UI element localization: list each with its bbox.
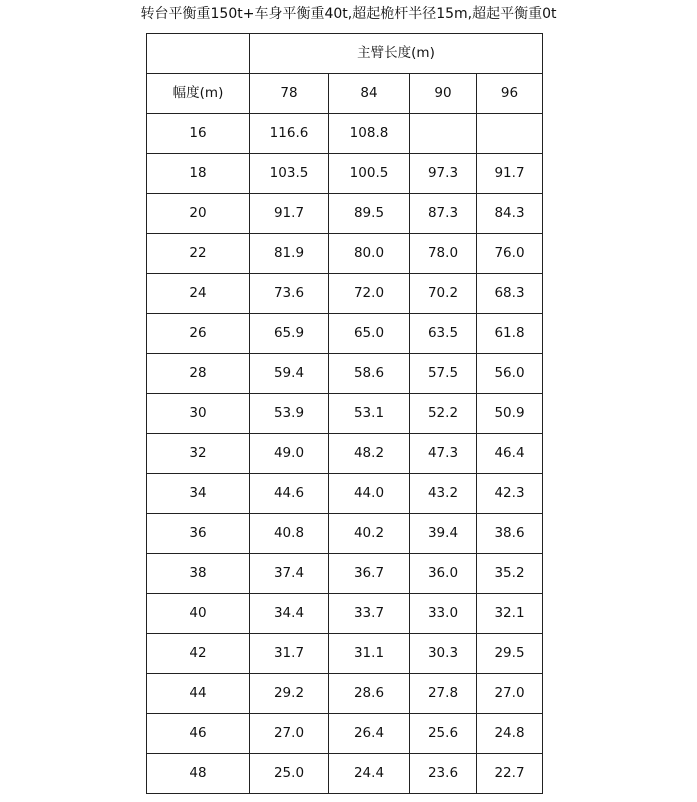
radius-cell: 26 xyxy=(147,314,250,354)
table-row xyxy=(147,194,543,234)
boom-length-header: 90 xyxy=(410,74,477,114)
load-value-cell: 50.9 xyxy=(477,394,543,434)
load-value-cell: 44.0 xyxy=(329,474,410,514)
boom-length-header: 84 xyxy=(329,74,410,114)
load-value-cell xyxy=(477,114,543,154)
table-row xyxy=(147,554,543,594)
radius-cell: 42 xyxy=(147,634,250,674)
load-value-cell: 40.8 xyxy=(250,514,329,554)
load-value-cell: 39.4 xyxy=(410,514,477,554)
radius-cell: 46 xyxy=(147,714,250,754)
load-chart-table xyxy=(146,33,543,794)
load-value-cell: 37.4 xyxy=(250,554,329,594)
load-value-cell: 27.8 xyxy=(410,674,477,714)
load-value-cell: 23.6 xyxy=(410,754,477,794)
group-header-row xyxy=(147,34,543,74)
table-row xyxy=(147,354,543,394)
load-value-cell: 63.5 xyxy=(410,314,477,354)
load-value-cell: 48.2 xyxy=(329,434,410,474)
table-row xyxy=(147,474,543,514)
load-value-cell: 24.4 xyxy=(329,754,410,794)
boom-length-header: 96 xyxy=(477,74,543,114)
table-row xyxy=(147,394,543,434)
load-value-cell: 87.3 xyxy=(410,194,477,234)
load-value-cell: 36.7 xyxy=(329,554,410,594)
load-value-cell: 44.6 xyxy=(250,474,329,514)
load-value-cell: 81.9 xyxy=(250,234,329,274)
table-row xyxy=(147,514,543,554)
load-value-cell: 25.6 xyxy=(410,714,477,754)
load-value-cell: 31.1 xyxy=(329,634,410,674)
load-value-cell: 89.5 xyxy=(329,194,410,234)
table-row xyxy=(147,274,543,314)
load-value-cell: 65.0 xyxy=(329,314,410,354)
load-value-cell: 80.0 xyxy=(329,234,410,274)
load-value-cell: 35.2 xyxy=(477,554,543,594)
load-value-cell: 36.0 xyxy=(410,554,477,594)
table-row xyxy=(147,674,543,714)
table-row xyxy=(147,154,543,194)
load-value-cell: 38.6 xyxy=(477,514,543,554)
load-value-cell: 29.5 xyxy=(477,634,543,674)
load-value-cell: 97.3 xyxy=(410,154,477,194)
load-value-cell: 72.0 xyxy=(329,274,410,314)
load-value-cell: 61.8 xyxy=(477,314,543,354)
load-value-cell: 57.5 xyxy=(410,354,477,394)
load-value-cell: 24.8 xyxy=(477,714,543,754)
table-row xyxy=(147,234,543,274)
radius-cell: 32 xyxy=(147,434,250,474)
table-row xyxy=(147,714,543,754)
table-body xyxy=(147,34,543,794)
radius-cell: 44 xyxy=(147,674,250,714)
load-value-cell: 59.4 xyxy=(250,354,329,394)
load-value-cell: 27.0 xyxy=(250,714,329,754)
load-value-cell: 29.2 xyxy=(250,674,329,714)
radius-cell: 28 xyxy=(147,354,250,394)
load-value-cell: 52.2 xyxy=(410,394,477,434)
load-value-cell: 25.0 xyxy=(250,754,329,794)
boom-length-header: 78 xyxy=(250,74,329,114)
radius-cell: 38 xyxy=(147,554,250,594)
column-header-row xyxy=(147,74,543,114)
load-value-cell: 33.0 xyxy=(410,594,477,634)
load-value-cell: 91.7 xyxy=(250,194,329,234)
boom-length-group-header: 主臂长度(m) xyxy=(250,34,543,74)
load-value-cell: 100.5 xyxy=(329,154,410,194)
radius-cell: 16 xyxy=(147,114,250,154)
table-row xyxy=(147,434,543,474)
load-value-cell: 76.0 xyxy=(477,234,543,274)
radius-cell: 18 xyxy=(147,154,250,194)
radius-cell: 34 xyxy=(147,474,250,514)
load-value-cell: 49.0 xyxy=(250,434,329,474)
load-value-cell: 42.3 xyxy=(477,474,543,514)
load-value-cell: 28.6 xyxy=(329,674,410,714)
load-value-cell: 70.2 xyxy=(410,274,477,314)
load-value-cell: 108.8 xyxy=(329,114,410,154)
radius-cell: 40 xyxy=(147,594,250,634)
radius-cell: 22 xyxy=(147,234,250,274)
load-value-cell: 73.6 xyxy=(250,274,329,314)
load-value-cell: 27.0 xyxy=(477,674,543,714)
load-value-cell: 46.4 xyxy=(477,434,543,474)
table-row xyxy=(147,634,543,674)
table-row xyxy=(147,754,543,794)
table-row xyxy=(147,594,543,634)
radius-header: 幅度(m) xyxy=(147,74,250,114)
load-value-cell: 84.3 xyxy=(477,194,543,234)
radius-cell: 48 xyxy=(147,754,250,794)
table-row xyxy=(147,114,543,154)
table-row xyxy=(147,314,543,354)
load-value-cell: 26.4 xyxy=(329,714,410,754)
load-value-cell: 43.2 xyxy=(410,474,477,514)
load-value-cell: 34.4 xyxy=(250,594,329,634)
load-value-cell: 30.3 xyxy=(410,634,477,674)
load-value-cell: 103.5 xyxy=(250,154,329,194)
load-value-cell: 40.2 xyxy=(329,514,410,554)
load-value-cell: 56.0 xyxy=(477,354,543,394)
page-title: 转台平衡重150t+车身平衡重40t,超起桅杆半径15m,超起平衡重0t xyxy=(140,6,557,22)
load-value-cell: 65.9 xyxy=(250,314,329,354)
corner-cell xyxy=(147,34,250,74)
radius-cell: 20 xyxy=(147,194,250,234)
load-value-cell: 91.7 xyxy=(477,154,543,194)
radius-cell: 36 xyxy=(147,514,250,554)
load-value-cell: 31.7 xyxy=(250,634,329,674)
load-value-cell: 47.3 xyxy=(410,434,477,474)
load-value-cell: 58.6 xyxy=(329,354,410,394)
load-value-cell: 32.1 xyxy=(477,594,543,634)
load-value-cell: 68.3 xyxy=(477,274,543,314)
load-value-cell xyxy=(410,114,477,154)
load-value-cell: 22.7 xyxy=(477,754,543,794)
load-value-cell: 78.0 xyxy=(410,234,477,274)
radius-cell: 24 xyxy=(147,274,250,314)
load-value-cell: 33.7 xyxy=(329,594,410,634)
load-value-cell: 53.9 xyxy=(250,394,329,434)
radius-cell: 30 xyxy=(147,394,250,434)
load-value-cell: 53.1 xyxy=(329,394,410,434)
load-value-cell: 116.6 xyxy=(250,114,329,154)
